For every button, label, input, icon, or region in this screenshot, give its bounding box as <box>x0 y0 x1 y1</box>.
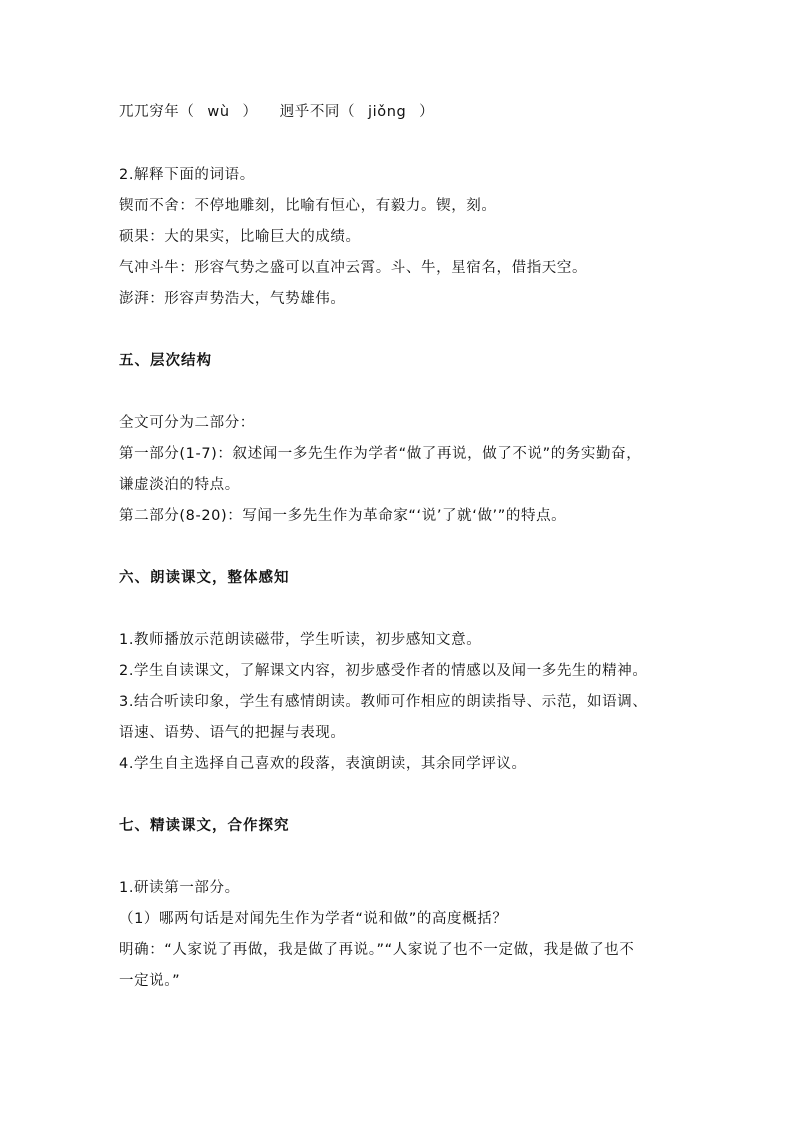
paren-open: （ <box>179 104 195 120</box>
paragraph-line: （1）哪两句话是对闻先生作为学者“说和做”的高度概括？ <box>119 911 508 927</box>
paragraph-line: 明确：“人家说了再做，我是做了再说。”“人家说了也不一定做，我是做了也不 <box>119 942 635 958</box>
paragraph-line: 一定说。” <box>119 973 181 989</box>
paragraph-line: 语速、语势、语气的把握与表现。 <box>119 725 346 741</box>
section-heading: 七、精读课文，合作探究 <box>119 818 290 834</box>
paragraph-line: 3.结合听读印象，学生有感情朗读。教师可作相应的朗读指导、示范，如语调、 <box>119 694 648 710</box>
word-item: 锲而不舍：不停地雕刻，比喻有恒心，有毅力。锲，刻。 <box>119 198 497 214</box>
paragraph-line: 谦虚淡泊的特点。 <box>119 477 240 493</box>
word-item: 气冲斗牛：形容气势之盛可以直冲云霄。斗、牛，星宿名，借指天空。 <box>119 260 588 276</box>
pinyin-wu: wù <box>207 104 230 120</box>
paren-open: （ <box>340 104 356 120</box>
pinyin-line <box>119 102 689 122</box>
word-wuwuqiongnian: 兀兀穷年 <box>119 104 180 120</box>
paragraph-line: 第一部分(1-7)：叙述闻一多先生作为学者“做了再说，做了不说”的务实勤奋， <box>119 446 642 462</box>
paragraph-line: 2.学生自读课文，了解课文内容，初步感受作者的情感以及闻一多先生的精神。 <box>119 663 648 679</box>
section-heading: 五、层次结构 <box>119 353 212 369</box>
word-item: 硕果：大的果实，比喻巨大的成绩。 <box>119 229 361 245</box>
paren-close: ） <box>419 104 435 120</box>
word-jionghubutong: 迥乎不同 <box>279 104 341 120</box>
words-title: 2.解释下面的词语。 <box>119 167 255 183</box>
paragraph-line: 1.教师播放示范朗读磁带，学生听读，初步感知文意。 <box>119 632 482 648</box>
paren-close: ） <box>242 104 258 120</box>
pinyin-jiong: jiǒng <box>367 104 407 120</box>
word-item: 澎湃：形容声势浩大，气势雄伟。 <box>119 291 346 307</box>
paragraph-line: 4.学生自主选择自己喜欢的段落，表演朗读，其余同学评议。 <box>119 756 527 772</box>
paragraph-line: 1.研读第一部分。 <box>119 880 240 896</box>
section-heading: 六、朗读课文，整体感知 <box>119 570 290 586</box>
paragraph-line: 第二部分(8-20)：写闻一多先生作为革命家“‘说’了就‘做’”的特点。 <box>119 508 567 524</box>
paragraph-line: 全文可分为二部分： <box>119 415 255 431</box>
